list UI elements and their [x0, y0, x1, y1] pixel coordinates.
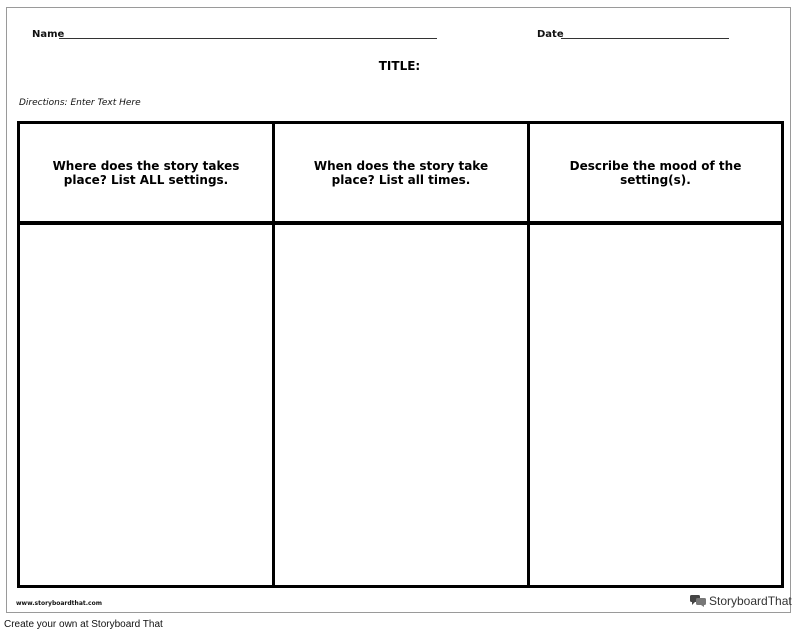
- speech-bubbles-icon: [690, 595, 706, 607]
- organizer-table: [17, 121, 784, 588]
- name-label: Name: [32, 29, 65, 40]
- worksheet-page: [6, 7, 791, 613]
- answer-cell-times[interactable]: [275, 225, 530, 585]
- title-label: TITLE:: [378, 59, 421, 73]
- storyboardthat-logo: [690, 594, 792, 608]
- column-header-times[interactable]: When does the story take place? List all times.: [275, 124, 530, 225]
- answer-cell-settings[interactable]: [20, 225, 275, 585]
- date-input-line[interactable]: [561, 38, 729, 39]
- name-input-line[interactable]: [59, 38, 437, 39]
- answer-cell-mood[interactable]: [530, 225, 781, 585]
- column-header-settings[interactable]: Where does the story takes place? List ALL settings.: [20, 124, 275, 225]
- brand-text: StoryboardThat: [709, 594, 792, 608]
- column-header-mood[interactable]: Describe the mood of the setting(s).: [530, 124, 781, 225]
- date-label: Date: [537, 29, 564, 40]
- footer-url: www.storyboardthat.com: [16, 600, 102, 607]
- create-your-own-link[interactable]: Create your own at Storyboard That: [4, 619, 163, 630]
- directions-text[interactable]: Directions: Enter Text Here: [19, 98, 141, 108]
